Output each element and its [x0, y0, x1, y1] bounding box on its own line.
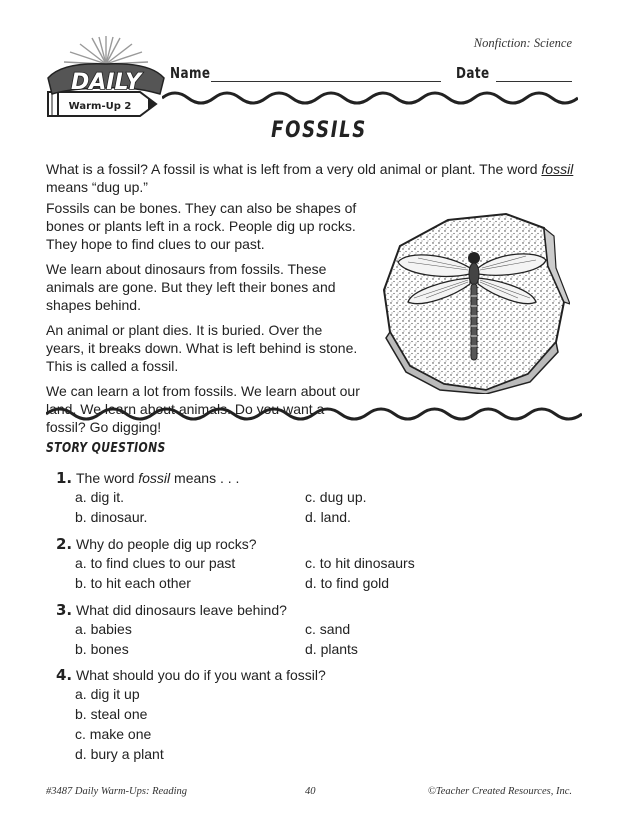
footer-page-number: 40: [305, 786, 316, 797]
question-term: fossil: [138, 470, 171, 486]
question-2: [56, 535, 257, 553]
answer-option[interactable]: a. dig it.: [75, 489, 125, 505]
date-label: Date: [456, 64, 490, 82]
answer-option[interactable]: b. dinosaur.: [75, 509, 148, 525]
question-3: [56, 601, 287, 619]
date-input-line[interactable]: [496, 81, 572, 82]
question-number: 3.: [56, 601, 73, 619]
footer-book-title: #3487 Daily Warm-Ups: Reading: [46, 786, 188, 797]
answer-option[interactable]: a. to find clues to our past: [75, 555, 236, 571]
question-text: Why do people dig up rocks?: [76, 536, 257, 552]
footer-copyright: ©Teacher Created Resources, Inc.: [427, 786, 572, 797]
answer-option[interactable]: d. bury a plant: [75, 746, 164, 762]
answer-option[interactable]: d. plants: [305, 641, 358, 657]
answer-option[interactable]: c. sand: [305, 621, 351, 637]
answer-option[interactable]: b. to hit each other: [75, 575, 191, 591]
name-label: Name: [170, 64, 211, 82]
answer-option[interactable]: a. dig it up: [75, 686, 140, 702]
answer-option[interactable]: a. babies: [75, 621, 132, 637]
question-text-after: means . . .: [170, 470, 240, 486]
page-title: FOSSILS: [271, 118, 367, 143]
question-text: What should you do if you want a fossil?: [76, 667, 326, 683]
intro-term: fossil: [541, 161, 574, 177]
answer-option[interactable]: c. to hit dinosaurs: [305, 555, 415, 571]
story-questions-title: STORY QUESTIONS: [46, 440, 166, 456]
section-wave-divider: [46, 404, 582, 424]
intro-text-after: means “dug up.”: [46, 179, 148, 195]
question-4: [56, 666, 326, 684]
answer-option[interactable]: b. steal one: [75, 706, 148, 722]
answer-option[interactable]: b. bones: [75, 641, 129, 657]
header-wave-divider: [162, 88, 578, 108]
paragraph: Fossils can be bones. They can also be shapes of bones or plants left in a rock. People dig up rocks. They hope to find clues to our past.: [46, 200, 357, 252]
question-text-before: The word: [76, 470, 139, 486]
name-input-line[interactable]: [211, 81, 441, 82]
paragraph: We learn about dinosaurs from fossils. These animals are gone. But they left their bones and shapes behind.: [46, 261, 336, 313]
dragonfly-fossil-icon: [378, 206, 570, 394]
daily-warmup-logo: [42, 34, 170, 124]
logo-word: DAILY: [71, 70, 141, 95]
answer-option[interactable]: d. land.: [305, 509, 351, 525]
answer-option[interactable]: c. make one: [75, 726, 152, 742]
fossil-illustration: [378, 206, 570, 394]
answer-option[interactable]: c. dug up.: [305, 489, 367, 505]
intro-text-before: What is a fossil? A fossil is what is left from a very old animal or plant. The word: [46, 161, 542, 177]
paragraph: An animal or plant dies. It is buried. Over the years, it breaks down. What is left behind is stone. This is called a fossil.: [46, 322, 358, 374]
genre-label: Nonfiction: Science: [473, 36, 572, 50]
question-number: 2.: [56, 535, 73, 553]
intro-paragraph: [46, 160, 586, 196]
logo-subtitle: Warm-Up 2: [68, 101, 132, 112]
question-text: What did dinosaurs leave behind?: [76, 602, 287, 618]
pencil-logo-icon: [42, 34, 170, 124]
question-number: 1.: [56, 469, 73, 487]
paragraph: We can learn a lot from fossils. We learn about our land. We learn about animals. Do you want a fossil? Go digging!: [46, 383, 360, 435]
question-1: [56, 469, 239, 487]
question-number: 4.: [56, 666, 73, 684]
answer-option[interactable]: d. to find gold: [305, 575, 390, 591]
